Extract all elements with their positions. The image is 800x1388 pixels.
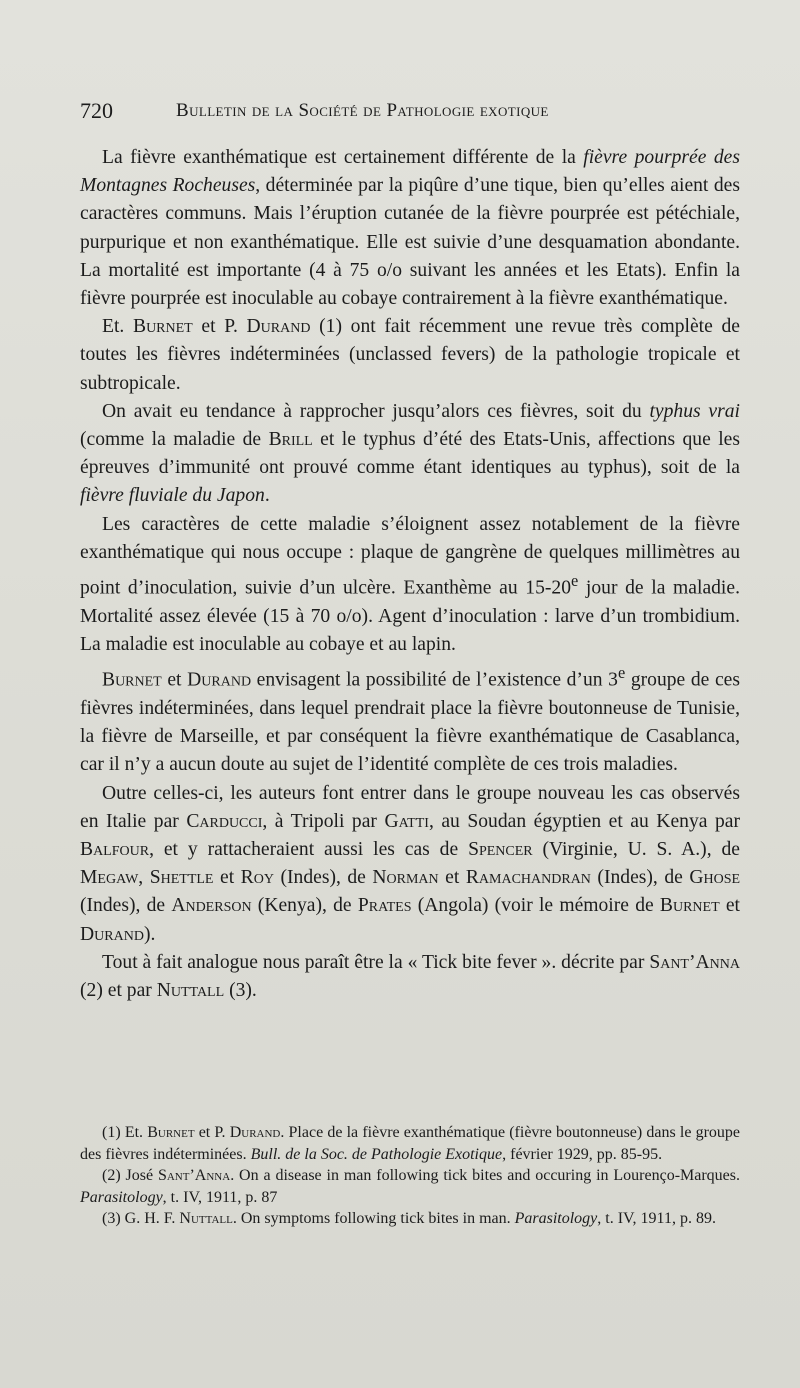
- author-name: Nuttall: [156, 979, 225, 1001]
- superscript: e: [617, 663, 626, 683]
- author-name: Durand: [246, 316, 311, 338]
- text-run: (Angola) (voir le mémoire de: [411, 895, 660, 917]
- text-run: et: [438, 867, 466, 889]
- body-text: [80, 144, 740, 1005]
- text-run: et P.: [192, 316, 247, 338]
- italic-text: Parasitology: [514, 1210, 598, 1227]
- author-name: Ghose: [689, 867, 741, 889]
- text-run: . Place de la fièvre exanthématique (fièvre boutonneuse) dans le groupe des fièvres indéterminées.: [80, 1124, 741, 1163]
- text-run: (1) ont fait récemment une revue très complète de toutes les fièvres indéterminées (unclassed fevers) de la pathologie tropicale et subtropicale.: [80, 316, 740, 394]
- author-name: Ramachandran: [465, 867, 591, 889]
- author-name: Brill: [268, 429, 313, 451]
- author-name: Burnet: [147, 1124, 195, 1141]
- body-paragraph: [80, 511, 740, 660]
- text-run: et: [161, 669, 188, 691]
- footnotes: [80, 1122, 740, 1230]
- text-run: .: [264, 485, 270, 507]
- italic-text: fièvre pourprée des Montagnes Rocheuses: [80, 147, 740, 197]
- text-run: Tout à fait analogue nous paraît être la « Tick bite fever ». décrite par: [102, 951, 650, 973]
- text-run: (Virginie, U. S. A.), de: [532, 838, 740, 860]
- body-paragraph: [80, 780, 740, 949]
- text-run: (3).: [224, 979, 257, 1001]
- author-name: Shettle: [149, 867, 214, 889]
- author-name: Carducci: [186, 810, 263, 832]
- footnote: [80, 1122, 740, 1165]
- text-run: groupe de ces fièvres indéterminées, dans lequel prendrait place la fièvre boutonneuse de Tunisie, la fièvre de Marseille, et par conséquent la fièvre exanthématique de Casablanca, car il n’y a aucun doute au sujet de l’identité complète de ces trois maladies.: [80, 669, 741, 776]
- author-name: Balfour: [80, 838, 150, 860]
- author-name: Sant’Anna: [649, 951, 740, 973]
- body-paragraph: [80, 659, 740, 779]
- author-name: Sant’Anna: [157, 1167, 231, 1184]
- page-number: 720: [80, 98, 113, 123]
- text-run: , février 1929, pp. 85-95.: [502, 1145, 663, 1163]
- text-run: (Indes), de: [590, 867, 690, 889]
- author-name: Spencer: [468, 838, 533, 860]
- body-paragraph: [80, 313, 740, 398]
- author-name: Norman: [372, 867, 439, 889]
- author-name: Durand: [80, 923, 144, 945]
- text-run: Outre celles-ci, les auteurs font entrer dans le groupe nouveau les cas observés en Italie par: [80, 782, 740, 832]
- text-run: (3) G. H. F.: [102, 1210, 180, 1227]
- body-paragraph: [80, 398, 740, 511]
- text-run: et: [719, 895, 740, 917]
- text-run: et le typhus d’été des Etats-Unis, affections que les épreuves d’immunité ont prouvé comme étant identiques au typhus), soit de la: [80, 429, 740, 479]
- author-name: Burnet: [102, 669, 162, 691]
- author-name: Roy: [240, 867, 274, 889]
- footnote: [80, 1165, 740, 1208]
- body-paragraph: [80, 144, 740, 313]
- superscript: e: [571, 571, 579, 591]
- text-run: Les caractères de cette maladie s’éloignent assez notablement de la fièvre exanthématique qui nous occupe : plaque de gangrène de quelques millimètres au point d’inoculation, suivie d’un ulcère. Exanthème au 15-20: [80, 513, 740, 599]
- author-name: Gatti: [384, 810, 429, 832]
- text-run: , déterminée par la piqûre d’une tique, bien qu’elles aient des caractères communs. Mais l’éruption cutanée de la fièvre pourprée est pétéchiale, purpurique et non exanthématique. Elle est suivie d’une desquamation abondante. La mortalité est importante (4 à 75 o/o suivant les années et les Etats). Enfin la fièvre pourprée est inoculable au cobaye contrairement à la fièvre exanthématique.: [80, 175, 740, 310]
- text-run: , t. IV, 1911, p. 89.: [597, 1210, 716, 1227]
- text-run: , à Tripoli par: [262, 810, 385, 832]
- running-title: Bulletin de la Société de Pathologie exotique: [176, 100, 549, 121]
- text-run: (Indes), de: [80, 895, 172, 917]
- text-run: et P.: [194, 1124, 230, 1141]
- author-name: Burnet: [133, 316, 193, 338]
- text-run: (2) José: [102, 1167, 158, 1184]
- text-run: (comme la maladie de: [80, 429, 269, 451]
- footnote: [80, 1208, 740, 1230]
- author-name: Nuttall: [179, 1210, 233, 1227]
- author-name: Anderson: [171, 895, 252, 917]
- italic-text: typhus vrai: [649, 400, 740, 422]
- text-run: . On a disease in man following tick bites and occuring in Lourenço-Marques.: [230, 1167, 741, 1184]
- text-run: ).: [143, 923, 156, 945]
- text-run: (Kenya), de: [251, 895, 358, 917]
- text-run: . On symptoms following tick bites in man.: [232, 1210, 515, 1227]
- text-run: Et.: [102, 316, 133, 338]
- author-name: Burnet: [659, 895, 720, 917]
- page-header: [80, 98, 740, 128]
- text-run: On avait eu tendance à rapprocher jusqu’alors ces fièvres, soit du: [102, 400, 650, 422]
- text-run: ,: [138, 867, 150, 889]
- text-run: La fièvre exanthématique est certainement différente de la: [102, 147, 584, 168]
- italic-text: Parasitology: [80, 1188, 163, 1206]
- author-name: Durand: [229, 1124, 281, 1141]
- text-run: , t. IV, 1911, p. 87: [162, 1188, 278, 1206]
- text-run: et: [213, 867, 241, 889]
- text-run: envisagent la possibilité de l’existence d’un 3: [251, 669, 618, 691]
- text-run: (1) Et.: [102, 1124, 148, 1141]
- text-run: jour de la maladie. Mortalité assez élevée (15 à 70 o/o). Agent d’inoculation : larve d’un trombidium. La maladie est inoculable au cobaye et au lapin.: [80, 577, 740, 655]
- text-run: (Indes), de: [273, 867, 373, 889]
- text-run: , au Soudan égyptien et au Kenya par: [428, 810, 740, 832]
- author-name: Megaw: [80, 867, 139, 889]
- italic-text: Bull. de la Soc. de Pathologie Exotique: [250, 1145, 503, 1163]
- text-run: (2) et par: [80, 979, 157, 1001]
- author-name: Durand: [187, 669, 252, 691]
- author-name: Prates: [357, 895, 412, 917]
- body-paragraph: [80, 949, 740, 1005]
- italic-text: fièvre fluviale du Japon: [80, 485, 265, 507]
- text-run: , et y rattacheraient aussi les cas de: [149, 838, 469, 860]
